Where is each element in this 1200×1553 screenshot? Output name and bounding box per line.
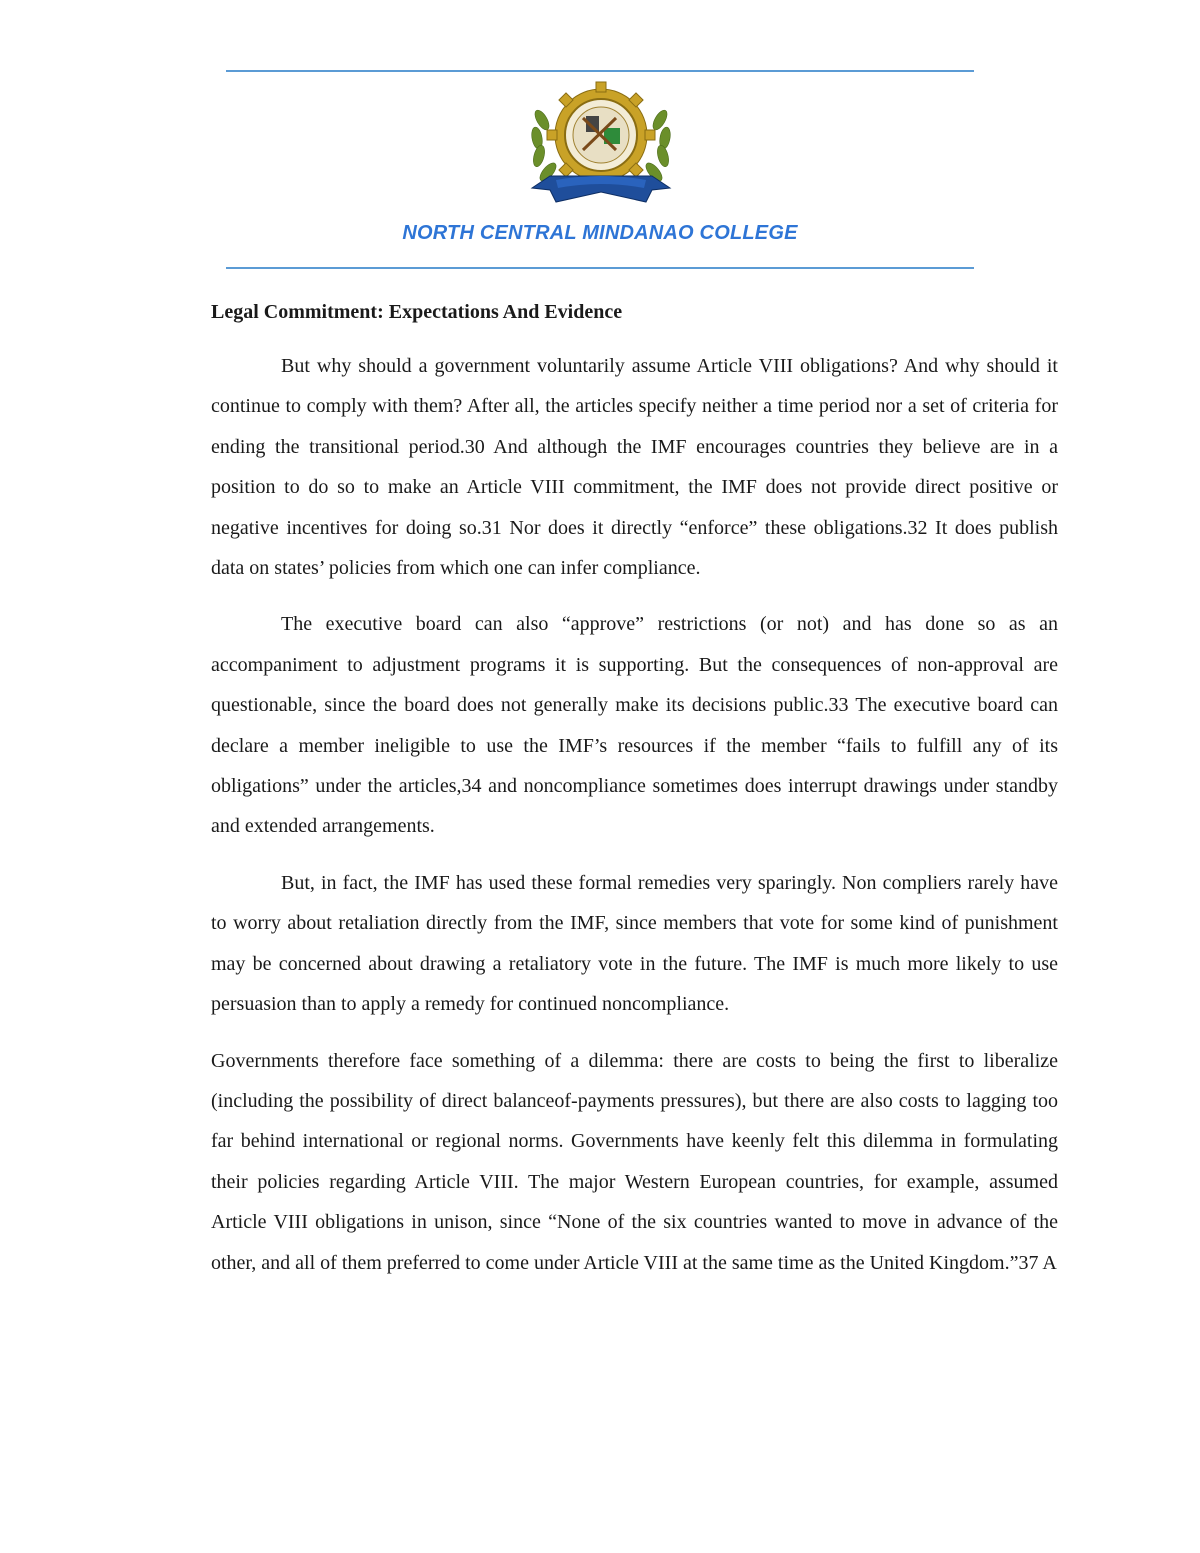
header-bottom-rule [226,267,974,269]
paragraph-4: Governments therefore face something of a dilemma: there are costs to being the first to liberalize (including the possibility of direct balanceof-payments pressures), but there are also costs to lagging too far behind international or regional norms. Governments have keenly felt this dilemma in formulating their policies regarding Article VIII. The major Western European countries, for example, assumed Article VIII obligations in unison, since “None of the six countries wanted to move in advance of the other, and all of them preferred to come under Article VIII at the same time as the United Kingdom.”37 A [211,1049,1058,1274]
section-heading: Legal Commitment: Expectations And Evidence [211,301,623,323]
header-top-rule [226,70,974,72]
paragraph-1: But why should a government voluntarily assume Article VIII obligations? And why should it continue to comply with them? After all, the articles specify neither a time period nor a set of criteria for ending the transitional period.30 And although the IMF encourages countries they believe are in a position to do so to make an Article VIII commitment, the IMF does not provide direct positive or negative incentives for doing so.31 Nor does it directly “enforce” these obligations.32 It does publish data on states’ policies from which one can infer compliance. [211,355,1058,580]
college-name: NORTH CENTRAL MINDANAO COLLEGE [402,222,798,244]
paragraph-2: The executive board can also “approve” restrictions (or not) and has done so as an accompaniment to adjustment programs it is supporting. But the consequences of non-approval are questionable, since the board does not generally make its decisions public.33 The executive board can declare a member ineligible to use the IMF’s resources if the member “fails to fulfill any of its obligations” under the articles,34 and noncompliance sometimes does interrupt drawings under standby and extended arrangements. [211,613,1058,838]
college-seal-logo [526,80,676,208]
document-body [211,292,1058,1299]
paragraph-3: But, in fact, the IMF has used these formal remedies very sparingly. Non compliers rarely have to worry about retaliation directly from the IMF, since members that vote for some kind of punishment may be concerned about drawing a retaliatory vote in the future. The IMF is much more likely to use persuasion than to apply a remedy for continued noncompliance. [211,871,1058,1016]
